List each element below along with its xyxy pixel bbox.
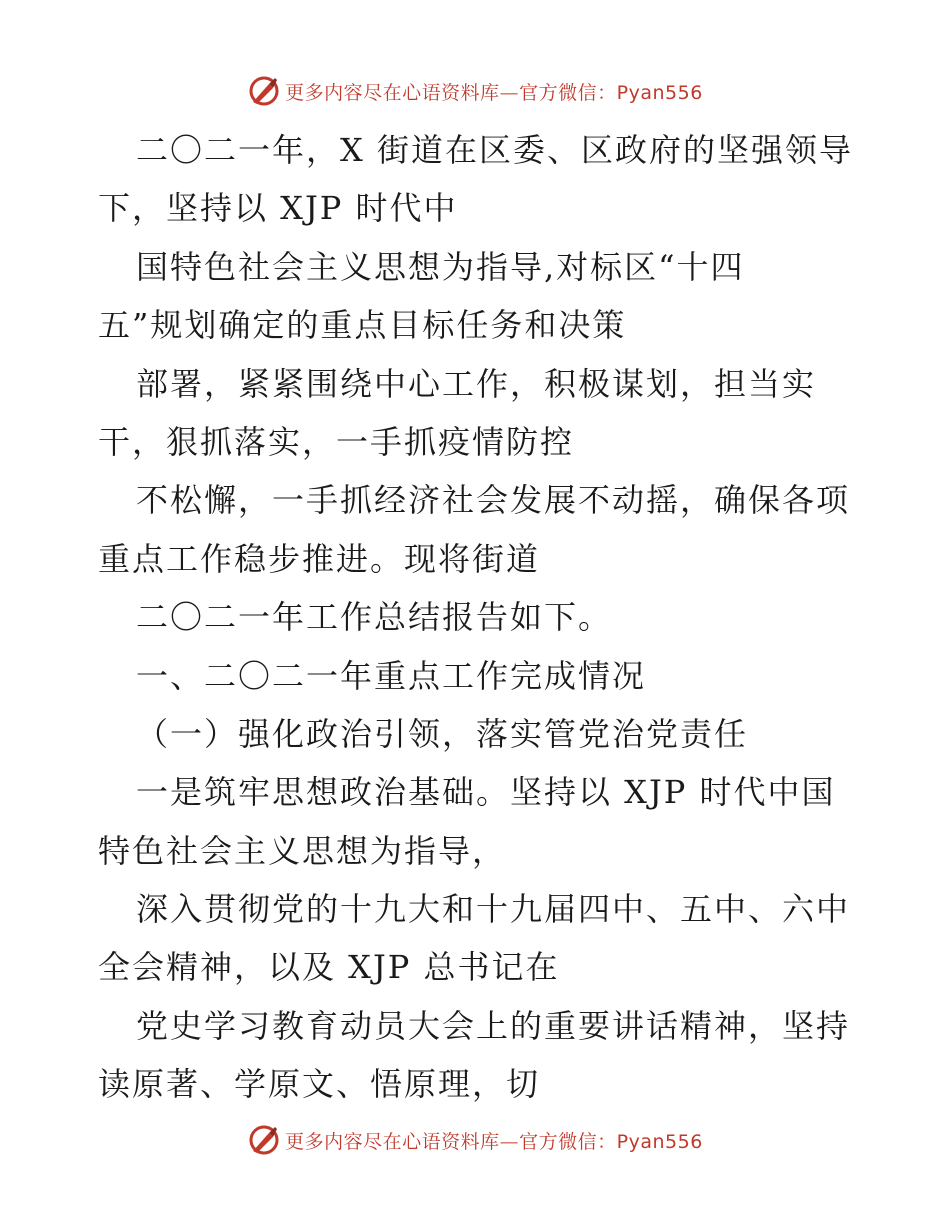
text-line: 一是筑牢思想政治基础。坚持以 XJP 时代中国 xyxy=(136,773,836,812)
document-body xyxy=(98,121,868,1114)
header-watermark xyxy=(0,71,950,111)
text-line: 重点工作稳步推进。现将街道 xyxy=(98,539,541,578)
text-line: 下，坚持以 XJP 时代中 xyxy=(98,189,458,228)
quill-circle-logo-icon xyxy=(247,74,281,108)
text-line: 部署，紧紧围绕中心工作，积极谋划，担当实 xyxy=(136,364,817,403)
text-line: 五”规划确定的重点目标任务和决策 xyxy=(98,306,627,345)
text-line: 不松懈，一手抓经济社会发展不动摇，确保各项 xyxy=(136,481,851,520)
text-line: 深入贯彻党的十九大和十九届四中、五中、六中 xyxy=(136,890,851,929)
text-line: 二〇二一年，X 街道在区委、区政府的坚强领导 xyxy=(136,131,853,169)
text-line: 干，狠抓落实，一手抓疫情防控 xyxy=(98,422,575,461)
footer-watermark xyxy=(0,1120,950,1160)
quill-circle-logo-icon xyxy=(247,1123,281,1157)
text-line: 党史学习教育动员大会上的重要讲话精神，坚持 xyxy=(136,1006,851,1045)
text-line: 读原著、学原文、悟原理，切 xyxy=(98,1065,541,1104)
text-line: 特色社会主义思想为指导， xyxy=(98,831,507,870)
watermark-text: 更多内容尽在心语资料库—官方微信：Pyan556 xyxy=(285,1130,703,1153)
text-line: 二〇二一年工作总结报告如下。 xyxy=(136,598,613,637)
text-line: 一、二〇二一年重点工作完成情况 xyxy=(136,656,647,695)
watermark-text: 更多内容尽在心语资料库—官方微信：Pyan556 xyxy=(285,81,703,104)
text-line: 国特色社会主义思想为指导,对标区“十四 xyxy=(136,247,745,286)
text-line: 全会精神，以及 XJP 总书记在 xyxy=(98,948,560,987)
text-line: （一）强化政治引领，落实管党治党责任 xyxy=(136,714,749,753)
